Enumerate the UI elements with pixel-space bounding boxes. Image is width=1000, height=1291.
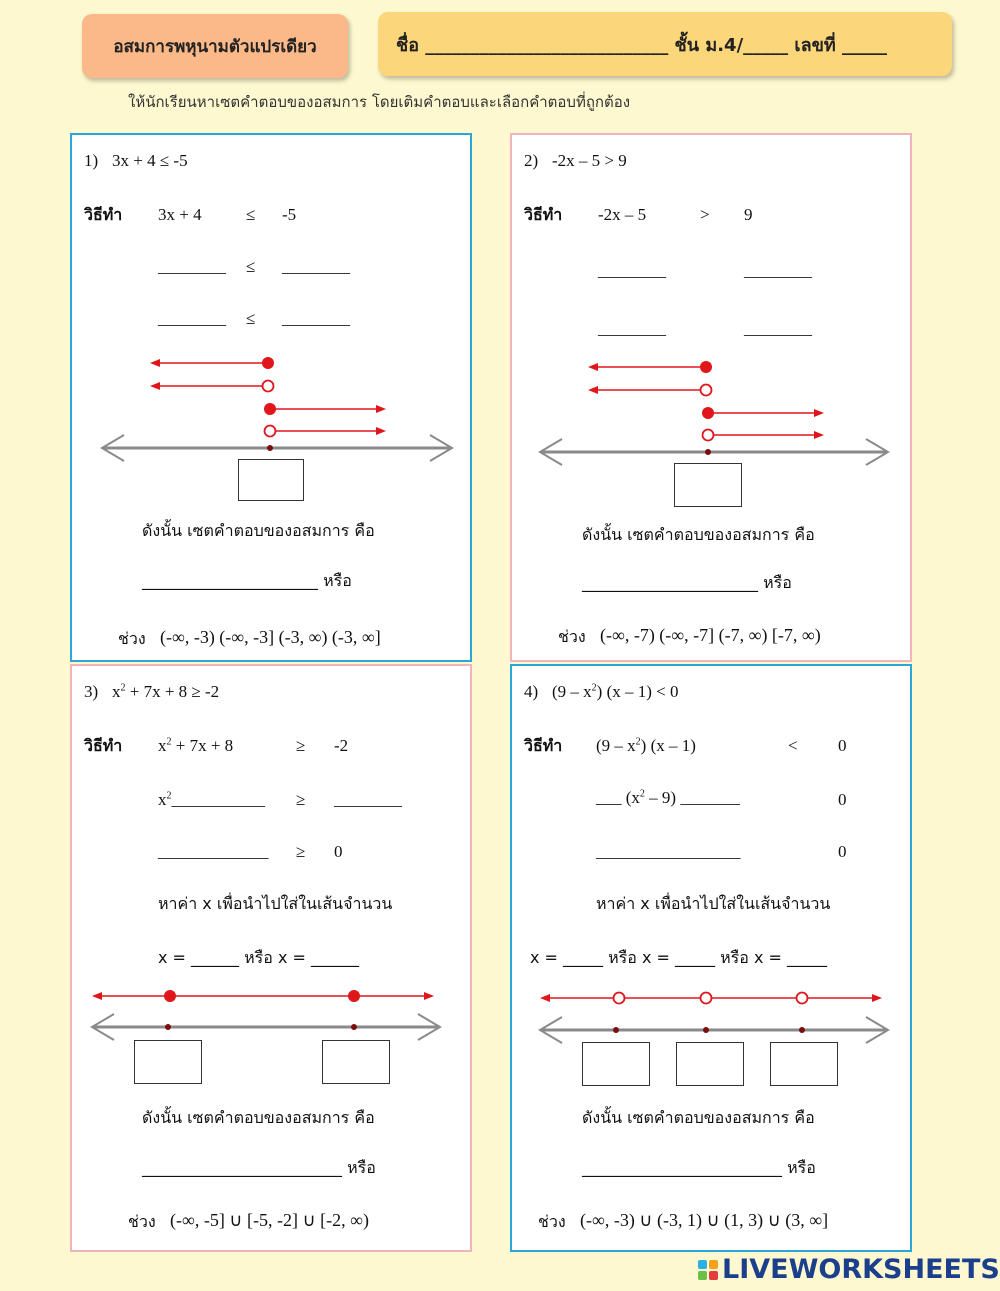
- q1-ray-right-open[interactable]: [265, 426, 387, 437]
- question-1-problem: 3x + 4 ≤ -5: [112, 151, 188, 170]
- q2-step1-op: >: [700, 205, 710, 224]
- q4-interval-label: ช่วง: [538, 1212, 566, 1231]
- q2-step3-left-blank[interactable]: ________: [598, 319, 666, 338]
- q3-interval-choices[interactable]: (-∞, -5] ∪ [-5, -2] ∪ [-2, ∞): [170, 1210, 369, 1230]
- method-label: วิธีทำ: [524, 736, 563, 755]
- q3-step1-right: -2: [334, 736, 349, 755]
- q2-ray-right-open[interactable]: [703, 430, 825, 441]
- q4-step3-right: 0: [838, 842, 847, 861]
- q2-step1-right: 9: [744, 205, 753, 224]
- q2-ray-left-open[interactable]: [588, 385, 712, 396]
- q1-step3-right-blank[interactable]: ________: [282, 309, 350, 328]
- q2-number-line-options: [512, 135, 914, 515]
- question-4-panel: [510, 664, 912, 1252]
- q1-ray-right-closed[interactable]: [264, 403, 386, 415]
- q3-conclusion: ดังนั้น เซตคำตอบของอสมการ คือ: [142, 1108, 375, 1127]
- question-2-problem: -2x – 5 > 9: [552, 151, 627, 170]
- q4-point-answer-box-2[interactable]: [676, 1042, 744, 1086]
- q3-axis: [92, 1014, 440, 1040]
- q2-interval-label: ช่วง: [558, 627, 586, 646]
- q4-x-values-blanks[interactable]: x = _____ หรือ x = _____ หรือ x = _____: [530, 948, 827, 967]
- q3-point-answer-box-1[interactable]: [134, 1040, 202, 1084]
- q4-conclusion: ดังนั้น เซตคำตอบของอสมการ คือ: [582, 1108, 815, 1127]
- q1-point-answer-box[interactable]: [238, 459, 304, 501]
- q2-conclusion: ดังนั้น เซตคำตอบของอสมการ คือ: [582, 525, 815, 544]
- q3-x-values-blanks[interactable]: x = ______ หรือ x = ______: [158, 948, 360, 967]
- logo-mark-icon: [698, 1260, 718, 1280]
- q4-find-x: หาค่า x เพื่อนำไปใส่ในเส้นจำนวน: [596, 894, 831, 913]
- method-label: วิธีทำ: [84, 205, 123, 224]
- q2-ray-left-closed[interactable]: [588, 361, 712, 373]
- q1-answer-blank[interactable]: ______________________ หรือ: [142, 571, 352, 590]
- q1-interval-choices[interactable]: (-∞, -3) (-∞, -3] (-3, ∞) (-3, ∞]: [160, 627, 381, 647]
- q4-axis: [540, 1017, 888, 1043]
- q1-step3-op: ≤: [246, 309, 256, 328]
- q3-step2-op: ≥: [296, 790, 306, 809]
- q1-step2-right-blank[interactable]: ________: [282, 257, 350, 276]
- question-1-number: 1): [84, 151, 99, 170]
- q4-number-line: [512, 666, 914, 1106]
- method-label: วิธีทำ: [84, 736, 123, 755]
- question-4-problem: $(9 - x^2)$ (x – 1) < 0: [552, 682, 679, 701]
- q4-step1-right: 0: [838, 736, 847, 755]
- q3-step3-left-blank[interactable]: _____________: [158, 842, 269, 861]
- question-3-panel: [70, 664, 472, 1252]
- q2-axis: [540, 439, 888, 465]
- q4-step2-right: 0: [838, 790, 847, 809]
- q2-interval-choices[interactable]: (-∞, -7) (-∞, -7] (-7, ∞) [-7, ∞): [600, 625, 821, 645]
- q3-answer-blank[interactable]: _________________________ หรือ: [142, 1158, 376, 1177]
- question-2-number: 2): [524, 151, 539, 170]
- question-3-problem: $x^2 + 7x + 8 \ge -2$: [112, 682, 220, 701]
- question-2-panel: [510, 133, 912, 662]
- instruction-text: ให้นักเรียนหาเซตคำตอบของอสมการ โดยเติมคำตอบและเลือกคำตอบที่ถูกต้อง: [128, 93, 631, 111]
- q1-conclusion: ดังนั้น เซตคำตอบของอสมการ คือ: [142, 521, 375, 540]
- q2-step3-right-blank[interactable]: ________: [744, 319, 812, 338]
- q3-solution-line[interactable]: [92, 990, 434, 1002]
- method-label: วิธีทำ: [524, 205, 563, 224]
- q1-ray-left-closed[interactable]: [150, 357, 274, 369]
- liveworksheets-logo: [698, 1254, 1000, 1285]
- question-4-number: 4): [524, 682, 539, 701]
- q1-step1-left: 3x + 4: [158, 205, 202, 224]
- q3-step2-right-blank[interactable]: ________: [334, 790, 402, 809]
- question-1-panel: [70, 133, 472, 662]
- q1-step1-right: -5: [282, 205, 297, 224]
- q1-number-line-options: [72, 135, 474, 515]
- q4-point-answer-box-3[interactable]: [770, 1042, 838, 1086]
- q3-step1-op: ≥: [296, 736, 306, 755]
- q4-solution-line[interactable]: [540, 993, 882, 1004]
- q3-step3-right: 0: [334, 842, 343, 861]
- q1-step2-left-blank[interactable]: ________: [158, 257, 226, 276]
- q3-step2-left-blank[interactable]: $x^2\_\_\_\_\_\_\_\_\_\_\_$: [158, 790, 265, 809]
- student-info-field: ชื่อ ___________________________ ชั้น ม.4/_____ เลขที่ _____: [378, 12, 952, 76]
- q3-find-x: หาค่า x เพื่อนำไปใส่ในเส้นจำนวน: [158, 894, 393, 913]
- worksheet-title: อสมการพหุนามตัวแปรเดียว: [82, 14, 348, 78]
- q1-step1-op: ≤: [246, 205, 256, 224]
- question-3-number: 3): [84, 682, 99, 701]
- q3-step1-left: $x^2 + 7x + 8$: [158, 736, 234, 755]
- q4-step1-left: $(9 - x^2)$ (x – 1): [596, 736, 696, 755]
- q2-step2-left-blank[interactable]: ________: [598, 261, 666, 280]
- q3-interval-label: ช่วง: [128, 1212, 156, 1231]
- q3-step3-op: ≥: [296, 842, 306, 861]
- q1-step3-left-blank[interactable]: ________: [158, 309, 226, 328]
- q4-answer-blank[interactable]: _________________________ หรือ: [582, 1158, 816, 1177]
- q3-point-answer-box-2[interactable]: [322, 1040, 390, 1084]
- q3-number-line: [72, 666, 474, 1106]
- q4-point-answer-box-1[interactable]: [582, 1042, 650, 1086]
- q1-interval-label: ช่วง: [118, 629, 146, 648]
- q2-step2-right-blank[interactable]: ________: [744, 261, 812, 280]
- q2-ray-right-closed[interactable]: [702, 407, 824, 419]
- q2-answer-blank[interactable]: ______________________ หรือ: [582, 573, 792, 592]
- q4-step3-left-blank[interactable]: _________________: [596, 842, 741, 861]
- q1-ray-left-open[interactable]: [150, 381, 274, 392]
- q4-interval-choices[interactable]: (-∞, -3) ∪ (-3, 1) ∪ (1, 3) ∪ (3, ∞]: [580, 1210, 829, 1230]
- q4-step2-left-blank[interactable]: ___ $(x^2 - 9)$ _______: [596, 788, 740, 807]
- q2-point-answer-box[interactable]: [674, 463, 742, 507]
- q4-step1-op: <: [788, 736, 798, 755]
- q1-axis: [102, 435, 452, 461]
- q1-step2-op: ≤: [246, 257, 256, 276]
- logo-text: LIVEWORKSHEETS: [722, 1254, 1000, 1285]
- q2-step1-left: -2x – 5: [598, 205, 647, 224]
